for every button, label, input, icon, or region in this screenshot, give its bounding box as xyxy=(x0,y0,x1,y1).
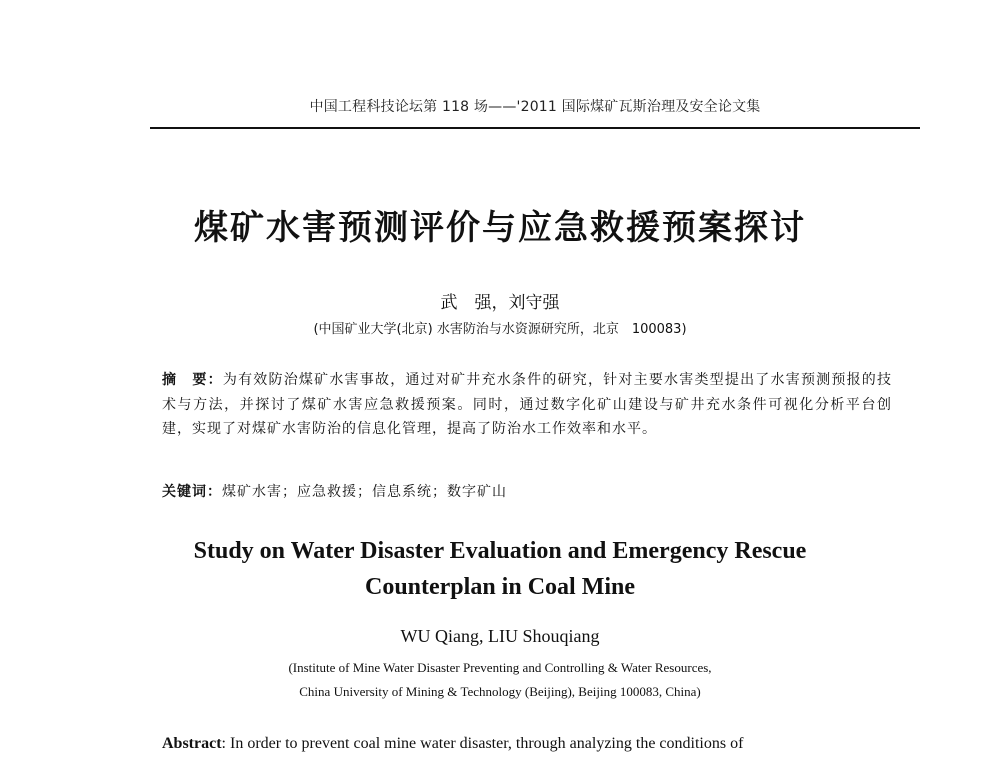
chinese-affiliation: (中国矿业大学(北京) 水害防治与水资源研究所，北京 100083) xyxy=(313,322,687,337)
english-title-line-1: Study on Water Disaster Evaluation and Emergency Rescue xyxy=(193,538,807,564)
chinese-keywords-label: 关键词： xyxy=(162,484,222,500)
english-title xyxy=(120,533,880,605)
english-title-line-2: Counterplan in Coal Mine xyxy=(364,574,636,600)
english-affiliation-line-2: China University of Mining & Technology (Beijing), Beijing 100083, China) xyxy=(299,684,701,699)
chinese-abstract-text: 为有效防治煤矿水害事故，通过对矿井充水条件的研究，针对主要水害类型提出了水害预测预报的技术与方法，并探讨了煤矿水害应急救援预案。同时，通过数字化矿山建设与矿井充水条件可视化分析平台创建，实现了对煤矿水害防治的信息化管理，提高了防治水工作效率和水平。 xyxy=(162,372,893,437)
english-authors: WU Qiang, LIU Shouqiang xyxy=(400,626,600,646)
english-abstract xyxy=(162,732,880,756)
chinese-abstract xyxy=(162,368,892,442)
chinese-abstract-label: 摘 要： xyxy=(162,372,223,388)
chinese-keywords-text: 煤矿水害；应急救援；信息系统；数字矿山 xyxy=(222,484,507,500)
chinese-authors: 武 强，刘守强 xyxy=(440,293,560,313)
header-rule xyxy=(150,127,920,129)
english-abstract-label: Abstract xyxy=(162,735,222,752)
chinese-title: 煤矿水害预测评价与应急救援预案探讨 xyxy=(194,208,806,248)
running-head: 中国工程科技论坛第 118 场——'2011 国际煤矿瓦斯治理及安全论文集 xyxy=(309,99,761,115)
english-abstract-text: : In order to prevent coal mine water disaster, through analyzing the conditions of xyxy=(221,735,744,752)
english-affiliation xyxy=(0,656,1000,704)
english-affiliation-line-1: (Institute of Mine Water Disaster Preventing and Controlling & Water Resources, xyxy=(288,660,712,675)
chinese-keywords xyxy=(162,480,892,504)
